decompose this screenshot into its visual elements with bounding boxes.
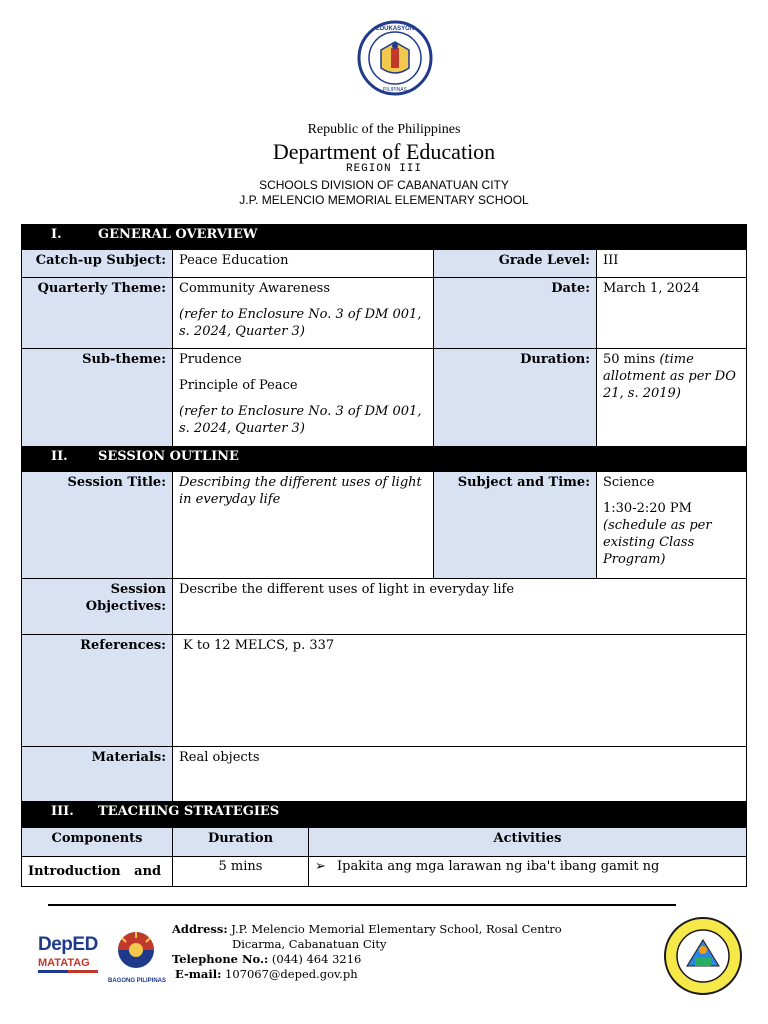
section-teaching-strategies-header: [21, 801, 747, 828]
sub-theme-value: [172, 348, 434, 447]
matatag-text: MATATAG: [38, 957, 90, 969]
section-title: GENERAL OVERVIEW: [98, 227, 258, 242]
bagong-pilipinas-text: BAGONG PILIPINAS: [108, 978, 167, 984]
division-line: SCHOOLS DIVISION OF CABANATUAN CITY: [259, 178, 509, 192]
theme-text: Community Awareness: [179, 281, 331, 296]
address-label: Address:: [172, 922, 228, 936]
references-value: K to 12 MELCS, p. 337: [172, 634, 747, 747]
catch-up-subject-value: Peace Education: [172, 249, 434, 278]
quarterly-theme-value: [172, 277, 434, 349]
deped-seal: [357, 20, 433, 96]
activities-column-header: Activities: [308, 827, 747, 857]
subject-time-label: Subject and Time:: [433, 471, 597, 579]
footer-divider: [48, 904, 676, 906]
materials-label: Materials:: [21, 746, 173, 802]
schedule-note: (schedule as per existing Class Program): [603, 518, 712, 567]
deped-logo-text: DepED: [38, 934, 98, 955]
date-value: March 1, 2024: [596, 277, 747, 349]
section-general-overview-header: [21, 224, 747, 249]
duration-column-header: Duration: [172, 827, 309, 857]
materials-value: Real objects: [172, 746, 747, 802]
grade-level-label: Grade Level:: [433, 249, 597, 278]
republic-line: Republic of the Philippines: [307, 122, 461, 137]
section-title: SESSION OUTLINE: [98, 449, 239, 464]
department-title: Department of Education: [272, 139, 496, 164]
date-label: Date:: [433, 277, 597, 349]
session-objectives-value: Describe the different uses of light in everyday life: [172, 578, 747, 635]
section-number: II.: [51, 449, 68, 464]
telephone-value: (044) 464 3216: [271, 952, 362, 966]
sub-theme-label: Sub-theme:: [21, 348, 173, 447]
component-cell: Introduction and: [21, 856, 173, 887]
svg-text:PILIPINAS: PILIPINAS: [383, 87, 407, 93]
quarterly-theme-label: Quarterly Theme:: [21, 277, 173, 349]
school-line: J.P. MELENCIO MEMORIAL ELEMENTARY SCHOOL: [239, 193, 529, 207]
components-column-header: Components: [21, 827, 173, 857]
sub-theme-text-1: Prudence: [179, 352, 242, 367]
session-title-value: Describing the different uses of light in everyday life: [172, 471, 434, 579]
arrow-bullet-icon: ➢: [315, 859, 326, 874]
section-session-outline-header: [21, 446, 747, 471]
subject-text: Science: [603, 475, 655, 490]
telephone-label: Telephone No.:: [172, 952, 269, 966]
sub-theme-text-2: Principle of Peace: [179, 378, 298, 393]
email-value: 107067@deped.gov.ph: [225, 967, 358, 981]
duration-cell: 5 mins: [172, 856, 309, 887]
subject-time-value: [596, 471, 747, 579]
activity-text: Ipakita ang mga larawan ng iba't ibang gamit ng: [337, 859, 660, 874]
catch-up-subject-label: Catch-up Subject:: [21, 249, 173, 278]
activity-cell: [308, 856, 747, 887]
school-seal: [662, 916, 744, 996]
grade-level-value: III: [596, 249, 747, 278]
bagong-pilipinas-logo: [108, 928, 167, 984]
session-objectives-label: Session Objectives:: [21, 578, 173, 635]
sub-theme-reference: (refer to Enclosure No. 3 of DM 001, s. 2024, Quarter 3): [179, 404, 422, 436]
address-line-2: Dicarma, Cabanatuan City: [232, 937, 387, 951]
deped-logo: [38, 934, 100, 980]
deped-logo-underline: [38, 970, 98, 973]
session-title-label: Session Title:: [21, 471, 173, 579]
email-label: E-mail:: [175, 967, 222, 981]
references-label: References:: [21, 634, 173, 747]
duration-label: Duration:: [433, 348, 597, 447]
time-text: 1:30-2:20 PM: [603, 501, 692, 516]
address-line-1: J.P. Melencio Memorial Elementary School, Rosal Centro: [231, 922, 562, 936]
svg-text:EDUKASYON: EDUKASYON: [375, 26, 415, 32]
theme-reference: (refer to Enclosure No. 3 of DM 001, s. 2024, Quarter 3): [179, 307, 422, 339]
footer-contact: [172, 922, 562, 982]
duration-text: 50 mins: [603, 352, 656, 367]
duration-value: [596, 348, 747, 447]
region-line: REGION III: [345, 163, 422, 175]
section-title: TEACHING STRATEGIES: [98, 804, 280, 819]
section-number: I.: [51, 227, 62, 242]
section-number: III.: [51, 804, 74, 819]
duration-note: (time allotment as per DO 21, s. 2019): [603, 352, 736, 401]
